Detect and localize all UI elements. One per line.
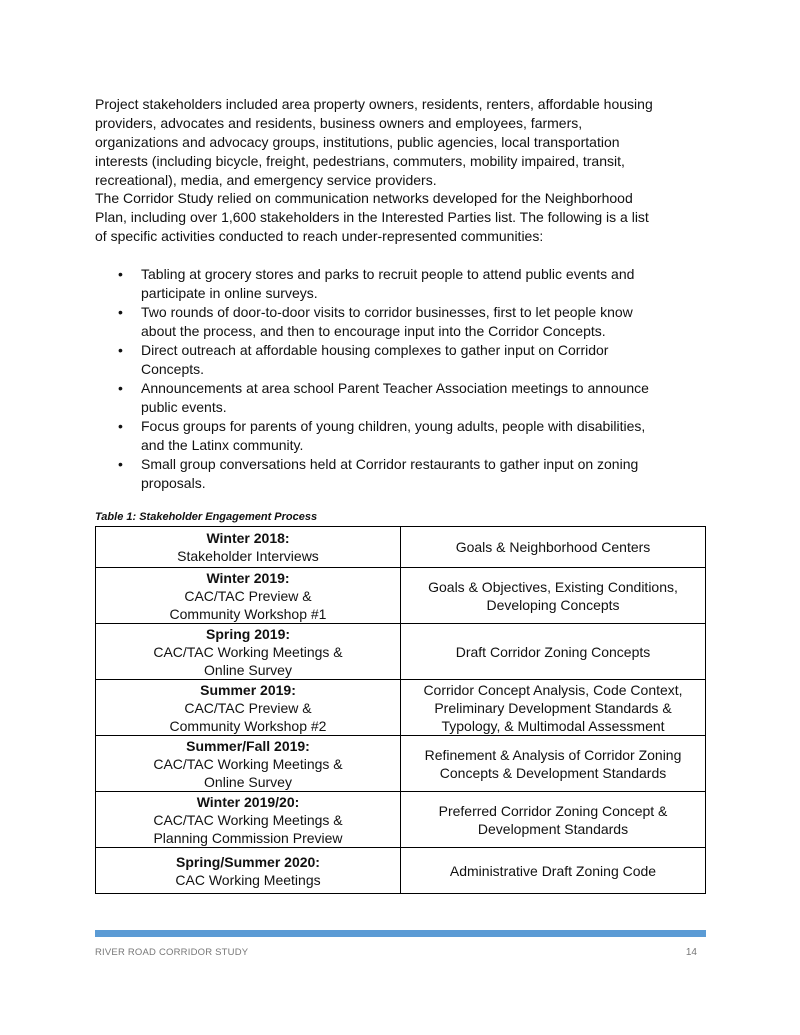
paragraph-stakeholders [95, 95, 710, 190]
focus-cell [401, 568, 706, 624]
table-row [96, 680, 706, 736]
phase-period: Winter 2019: [206, 569, 290, 586]
bullet-icon: • [118, 456, 123, 472]
focus-cell [401, 527, 706, 568]
phase-cell [96, 624, 401, 680]
focus-cell [401, 848, 706, 894]
text-line: Small group conversations held at Corridor restaurants to gather input on zoning [141, 456, 639, 472]
phase-period: Winter 2018: [206, 530, 290, 546]
focus-line: Development Standards [477, 820, 629, 837]
text-line: providers, advocates and residents, business owners and employees, farmers, [95, 115, 583, 131]
text-line: public events. [141, 399, 227, 415]
phase-cell [96, 680, 401, 736]
bullet-icon: • [118, 418, 123, 434]
text-line: Two rounds of door-to-door visits to corridor businesses, first to let people know [141, 304, 633, 320]
phase-cell [96, 568, 401, 624]
phase-period: Spring/Summer 2020: [176, 853, 320, 870]
text-line: about the process, and then to encourage input into the Corridor Concepts. [141, 323, 606, 339]
text-line: The Corridor Study relied on communication networks developed for the Neighborhood [95, 190, 633, 206]
table-row [96, 527, 706, 568]
list-item [118, 455, 708, 493]
text-line: Announcements at area school Parent Teacher Association meetings to announce [141, 380, 649, 396]
table-caption: Table 1: Stakeholder Engagement Process [95, 511, 318, 523]
text-line: Plan, including over 1,600 stakeholders in the Interested Parties list. The following is a list [95, 209, 649, 225]
phase-activity: Community Workshop #2 [169, 717, 327, 734]
phase-cell [96, 736, 401, 792]
bullet-icon: • [118, 342, 123, 358]
phase-period: Spring 2019: [205, 625, 291, 642]
text-line: participate in online surveys. [141, 285, 318, 301]
phase-activity: CAC/TAC Working Meetings & [153, 755, 343, 772]
activities-list [118, 265, 708, 493]
text-line: interests (including bicycle, freight, pedestrians, commuters, mobility impaired, transit, [95, 153, 625, 169]
text-line: proposals. [141, 475, 206, 491]
text-line: Focus groups for parents of young children, young adults, people with disabilities, [141, 418, 646, 434]
focus-line: Typology, & Multimodal Assessment [441, 717, 665, 734]
text-line: Concepts. [141, 361, 205, 377]
bullet-icon: • [118, 380, 123, 396]
phase-period: Summer 2019: [200, 681, 296, 698]
phase-activity: Planning Commission Preview [153, 829, 343, 846]
list-item [118, 265, 708, 303]
focus-line: Goals & Neighborhood Centers [455, 539, 651, 555]
focus-line: Administrative Draft Zoning Code [449, 862, 657, 879]
phase-period: Winter 2019/20: [196, 793, 300, 810]
text-line: Direct outreach at affordable housing complexes to gather input on Corridor [141, 342, 609, 358]
footer-title: RIVER ROAD CORRIDOR STUDY [95, 947, 249, 958]
paragraph-communication [95, 189, 710, 246]
focus-cell [401, 624, 706, 680]
table-row [96, 848, 706, 894]
list-item [118, 303, 708, 341]
text-line: and the Latinx community. [141, 437, 304, 453]
phase-activity: Stakeholder Interviews [177, 548, 319, 564]
bullet-icon: • [118, 304, 123, 320]
focus-line: Concepts & Development Standards [439, 764, 667, 781]
phase-cell [96, 848, 401, 894]
phase-activity: CAC/TAC Preview & [184, 587, 312, 604]
focus-cell [401, 792, 706, 848]
table-row [96, 568, 706, 624]
table-row [96, 624, 706, 680]
focus-line: Goals & Objectives, Existing Conditions, [428, 578, 678, 595]
text-line: organizations and advocacy groups, institutions, public agencies, local transportation [95, 134, 620, 150]
focus-line: Developing Concepts [486, 596, 620, 613]
text-line: Tabling at grocery stores and parks to recruit people to attend public events and [141, 266, 635, 282]
focus-line: Corridor Concept Analysis, Code Context, [423, 681, 683, 698]
engagement-table [95, 526, 706, 894]
table-row [96, 736, 706, 792]
text-line: of specific activities conducted to reach under-represented communities: [95, 228, 544, 244]
phase-activity: Community Workshop #1 [169, 605, 327, 622]
phase-activity: CAC/TAC Working Meetings & [153, 811, 343, 828]
phase-activity: CAC/TAC Working Meetings & [153, 643, 343, 660]
phase-cell [96, 792, 401, 848]
phase-period: Summer/Fall 2019: [186, 737, 310, 754]
text-line: Project stakeholders included area property owners, residents, renters, affordable housing [95, 96, 653, 112]
phase-activity: CAC/TAC Preview & [184, 699, 312, 716]
text-line: recreational), media, and emergency service providers. [95, 172, 437, 188]
focus-cell [401, 680, 706, 736]
focus-cell [401, 736, 706, 792]
footer-bar [95, 930, 706, 937]
focus-line: Refinement & Analysis of Corridor Zoning [424, 746, 682, 763]
list-item [118, 341, 708, 379]
focus-line: Preferred Corridor Zoning Concept & [438, 802, 668, 819]
phase-activity: Online Survey [204, 661, 292, 678]
page-number: 14 [685, 947, 697, 958]
list-item [118, 379, 708, 417]
table-row [96, 792, 706, 848]
focus-line: Preliminary Development Standards & [434, 699, 672, 716]
focus-line: Draft Corridor Zoning Concepts [455, 643, 651, 660]
phase-activity: CAC Working Meetings [175, 871, 321, 888]
list-item [118, 417, 708, 455]
bullet-icon: • [118, 266, 123, 282]
phase-activity: Online Survey [204, 773, 292, 790]
phase-cell [96, 527, 401, 568]
